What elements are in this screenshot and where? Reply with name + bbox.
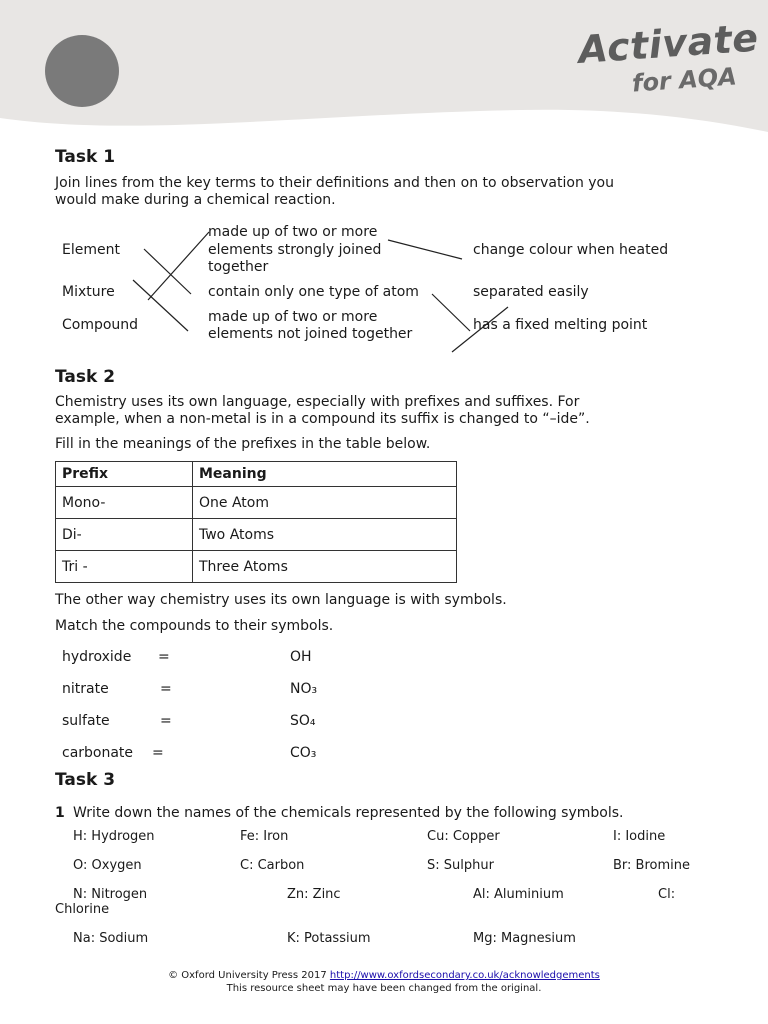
- observation-3: has a fixed melting point: [473, 317, 648, 333]
- term-mixture: Mixture: [62, 284, 115, 300]
- brand-subtitle: for AQA: [631, 62, 738, 98]
- symbol-answer: Al: Aluminium: [473, 887, 564, 902]
- symbol-answer: S: Sulphur: [427, 858, 494, 873]
- task2-para1-line2: example, when a non-metal is in a compound its suffix is changed to “–ide”.: [55, 411, 590, 427]
- compound-symbol: CO₃: [290, 745, 317, 761]
- meaning-cell[interactable]: One Atom: [193, 487, 457, 519]
- equals-sign: =: [152, 745, 164, 761]
- task3-question: Write down the names of the chemicals represented by the following symbols.: [73, 805, 624, 821]
- symbol-answer: Cu: Copper: [427, 829, 500, 844]
- definition-3-line1: made up of two or more: [208, 309, 378, 325]
- task2-para4: Match the compounds to their symbols.: [55, 618, 334, 634]
- task2-para1-line1: Chemistry uses its own language, especially with prefixes and suffixes. For: [55, 394, 580, 410]
- symbol-answer: H: Hydrogen: [73, 829, 155, 844]
- table-row: [56, 551, 457, 583]
- symbol-answer: Na: Sodium: [73, 931, 149, 946]
- task1-intro-line2: would make during a chemical reaction.: [55, 192, 336, 208]
- compound-symbol: NO₃: [290, 681, 318, 697]
- task2-para2: Fill in the meanings of the prefixes in the table below.: [55, 436, 431, 452]
- symbol-answer: Fe: Iron: [240, 829, 289, 844]
- task1-heading: Task 1: [55, 147, 116, 167]
- footer-line1: [0, 970, 768, 981]
- compound-name: hydroxide: [62, 649, 132, 665]
- symbol-answer: Br: Bromine: [613, 858, 690, 873]
- symbol-answer: K: Potassium: [287, 931, 371, 946]
- symbol-answer: I: Iodine: [613, 829, 666, 844]
- prefix-cell: Di-: [56, 519, 193, 551]
- definition-1-line3: together: [208, 259, 269, 275]
- definition-1-line1: made up of two or more: [208, 224, 378, 240]
- symbol-answer: O: Oxygen: [73, 858, 142, 873]
- definition-1-line2: elements strongly joined: [208, 242, 382, 258]
- symbol-answer: Mg: Magnesium: [473, 931, 576, 946]
- table-header-meaning: Meaning: [193, 462, 457, 487]
- observation-1: change colour when heated: [473, 242, 669, 258]
- compound-symbol: OH: [290, 649, 312, 665]
- observation-2: separated easily: [473, 284, 589, 300]
- symbol-answer: C: Carbon: [240, 858, 305, 873]
- prefix-cell: Mono-: [56, 487, 193, 519]
- footer-acknowledgements-link[interactable]: http://www.oxfordsecondary.co.uk/acknowledgements: [329, 970, 600, 981]
- table-row: [56, 487, 457, 519]
- definition-3-line2: elements not joined together: [208, 326, 413, 342]
- question-number: 1: [55, 805, 65, 821]
- footer-copyright: © Oxford University Press 2017: [168, 970, 327, 981]
- footer-note: This resource sheet may have been changed from the original.: [226, 983, 542, 994]
- symbol-answer: Cl:: [658, 887, 676, 902]
- compound-name: sulfate: [62, 713, 110, 729]
- term-compound: Compound: [62, 317, 139, 333]
- compound-symbol: SO₄: [290, 713, 316, 729]
- task3-heading: Task 3: [55, 770, 116, 790]
- compound-name: nitrate: [62, 681, 109, 697]
- brand-logo: Activate: [576, 15, 760, 73]
- equals-sign: =: [160, 681, 172, 697]
- compound-name: carbonate: [62, 745, 134, 761]
- task1-intro-line1: Join lines from the key terms to their definitions and then on to observation you: [55, 175, 614, 191]
- symbol-answer-wrap: Chlorine: [55, 902, 110, 917]
- table-header-row: [56, 462, 457, 487]
- definition-2: contain only one type of atom: [208, 284, 419, 300]
- equals-sign: =: [160, 713, 172, 729]
- symbol-answer: Zn: Zinc: [287, 887, 341, 902]
- symbol-answer: N: Nitrogen: [73, 887, 148, 902]
- table-header-prefix: Prefix: [56, 462, 193, 487]
- table-row: [56, 519, 457, 551]
- equals-sign: =: [158, 649, 170, 665]
- task2-para3: The other way chemistry uses its own language is with symbols.: [55, 592, 507, 608]
- meaning-cell[interactable]: Two Atoms: [193, 519, 457, 551]
- prefix-cell: Tri -: [56, 551, 193, 583]
- task2-heading: Task 2: [55, 367, 116, 387]
- meaning-cell[interactable]: Three Atoms: [193, 551, 457, 583]
- term-element: Element: [62, 242, 120, 258]
- prefix-table: [55, 461, 457, 583]
